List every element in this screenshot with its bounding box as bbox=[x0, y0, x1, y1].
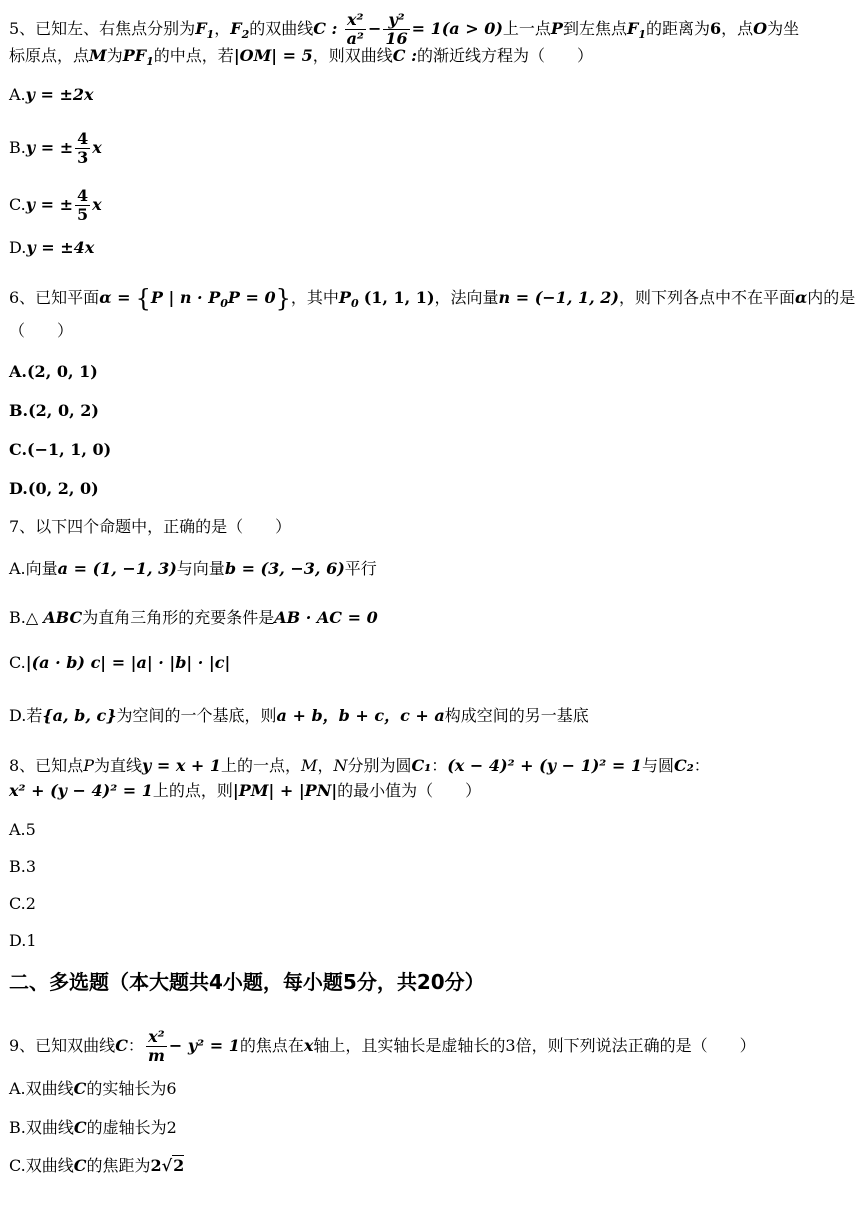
text: 8、已知点 bbox=[9, 756, 84, 775]
f2-letter: F bbox=[230, 19, 242, 38]
text: 平行 bbox=[344, 559, 377, 578]
text: 为空间的一个基底，则 bbox=[116, 706, 277, 725]
text: 为直角三角形的充要条件是 bbox=[82, 608, 275, 627]
text: A.向量 bbox=[9, 559, 58, 578]
math: |(a · b) c| = |a| · |b| · |c| bbox=[25, 653, 231, 672]
minus: − bbox=[367, 19, 382, 38]
circle-2-equation: x² + (y − 4)² = 1 bbox=[9, 781, 153, 800]
q8-option-a: A.5 bbox=[9, 820, 36, 839]
math-p: P bbox=[83, 756, 94, 775]
q9-option-a bbox=[9, 1078, 177, 1100]
math-o: O bbox=[753, 19, 768, 38]
brace-right: } bbox=[275, 284, 291, 313]
fraction bbox=[75, 130, 90, 167]
text: 5、已知左、右焦点分别为 bbox=[9, 19, 196, 38]
q8-option-c: C.2 bbox=[9, 894, 36, 913]
pf-letters: PF bbox=[122, 46, 147, 65]
opt-math: y = ±2x bbox=[25, 85, 94, 104]
text: ，点 bbox=[721, 19, 754, 38]
sqrt: √2 bbox=[161, 1156, 185, 1175]
text: B.△ bbox=[9, 608, 44, 627]
circle-1-equation: (x − 4)² + (y − 1)² = 1 bbox=[447, 756, 642, 775]
set-expr: P | n · P bbox=[150, 288, 221, 307]
opt-math: y = ±4x bbox=[26, 238, 95, 257]
p0: $P_0$ bbox=[338, 288, 359, 311]
text: 为直线 bbox=[93, 756, 142, 775]
q8-line2 bbox=[9, 780, 481, 802]
q5-line2 bbox=[9, 45, 593, 67]
text: ， bbox=[214, 19, 231, 38]
text: 的实轴长为6 bbox=[86, 1079, 177, 1098]
text: A.双曲线 bbox=[9, 1079, 74, 1098]
q6-option-c: C.(−1, 1, 0) bbox=[9, 440, 112, 459]
opt-math: y = ± bbox=[25, 195, 74, 214]
f1-letter: F bbox=[195, 19, 207, 38]
text: 内的是 bbox=[807, 288, 856, 307]
math-c1: C₁ bbox=[411, 756, 432, 775]
math-eq: = 1(a > 0) bbox=[411, 19, 503, 38]
frac-num: y² bbox=[383, 11, 409, 30]
q8-line1 bbox=[9, 755, 710, 777]
q6-line2: （ ） bbox=[9, 321, 74, 340]
q6-option-b: B.(2, 0, 2) bbox=[9, 401, 99, 420]
math: b = (3, −3, 6) bbox=[224, 559, 345, 578]
math: a = (1, −1, 3) bbox=[57, 559, 177, 578]
f1b: $F_1$ bbox=[626, 19, 646, 42]
q5-line1 bbox=[9, 11, 799, 48]
text: C.双曲线 bbox=[9, 1156, 74, 1175]
q5-option-b bbox=[9, 130, 102, 167]
brace-left: { bbox=[135, 284, 151, 313]
q5-option-a bbox=[9, 84, 94, 106]
math-c2: C₂ bbox=[673, 756, 694, 775]
text: 的焦点在 bbox=[239, 1036, 304, 1055]
text: 的渐近线方程为（ ） bbox=[417, 46, 594, 65]
set-expr-b: P = 0 bbox=[227, 288, 276, 307]
fraction bbox=[75, 187, 90, 224]
opt-math: x bbox=[92, 138, 102, 157]
text: 的距离为 bbox=[645, 19, 710, 38]
frac-den: a² bbox=[346, 29, 364, 48]
text: ，法向量 bbox=[434, 288, 499, 307]
text: ： bbox=[127, 1036, 144, 1055]
q7-stem: 7、以下四个命题中，正确的是（ ） bbox=[9, 517, 292, 536]
q8-option-d: D.1 bbox=[9, 931, 37, 950]
text: 轴上，且实轴长是虚轴长的3倍，则下列说法正确的是（ ） bbox=[313, 1036, 756, 1055]
math-om: |OM| = 5 bbox=[233, 46, 313, 65]
text: D.若 bbox=[9, 706, 43, 725]
p0-coord: (1, 1, 1) bbox=[363, 288, 435, 307]
opt-label: D. bbox=[9, 238, 27, 257]
fraction bbox=[146, 1028, 167, 1065]
text: ： bbox=[431, 756, 448, 775]
opt-label: C. bbox=[9, 195, 26, 214]
text: 6、已知平面 bbox=[9, 288, 100, 307]
text: 上的点，则 bbox=[152, 781, 233, 800]
frac-num: 4 bbox=[77, 129, 89, 148]
math-c: C bbox=[73, 1156, 87, 1175]
math: a + b，b + c，c + a bbox=[276, 706, 445, 725]
fraction bbox=[345, 11, 366, 48]
q5-option-c bbox=[9, 187, 102, 224]
q5-option-d bbox=[9, 237, 94, 259]
section-title: 二、多选题（本大题共4小题，每小题5分，共20分） bbox=[9, 970, 485, 994]
q7-option-a bbox=[9, 558, 377, 580]
math: {a, b, c} bbox=[42, 706, 117, 725]
normal-vector: n = (−1, 1, 2) bbox=[498, 288, 619, 307]
text: 分别为圆 bbox=[347, 756, 412, 775]
q9-line1 bbox=[9, 1028, 756, 1065]
text: ： bbox=[693, 756, 710, 775]
text: 为坐 bbox=[767, 19, 800, 38]
text: 到左焦点 bbox=[562, 19, 627, 38]
q7-option-c bbox=[9, 652, 230, 674]
text: 标原点，点 bbox=[9, 46, 90, 65]
f2: $F_2$ bbox=[230, 19, 250, 42]
opt-math: y = ± bbox=[25, 138, 74, 157]
math-m: M bbox=[89, 46, 107, 65]
math: ABC bbox=[43, 608, 83, 627]
q7-option-b bbox=[9, 607, 378, 629]
math: 2 bbox=[150, 1156, 162, 1175]
frac-den: m bbox=[147, 1046, 165, 1065]
frac-num: x² bbox=[146, 1028, 167, 1047]
f1-letter: F bbox=[626, 19, 639, 38]
frac-den: 5 bbox=[77, 205, 89, 224]
q6-option-a: A.(2, 0, 1) bbox=[9, 362, 98, 381]
opt-label: B. bbox=[9, 138, 26, 157]
fraction bbox=[383, 11, 409, 48]
text: ，其中 bbox=[290, 288, 339, 307]
pf1: $PF_1$ bbox=[122, 46, 154, 69]
text: 与向量 bbox=[176, 559, 225, 578]
frac-den: 3 bbox=[77, 148, 89, 167]
text: C. bbox=[9, 653, 26, 672]
text: 的最小值为（ ） bbox=[337, 781, 482, 800]
math-c: C : bbox=[392, 46, 418, 65]
q8-option-b: B.3 bbox=[9, 857, 37, 876]
text: 9、已知双曲线 bbox=[9, 1036, 116, 1055]
text: ，则下列各点中不在平面 bbox=[618, 288, 795, 307]
frac-num: 4 bbox=[77, 186, 89, 205]
opt-label: A. bbox=[9, 85, 26, 104]
math-n: N bbox=[333, 756, 348, 775]
math-x: x bbox=[303, 1036, 314, 1055]
p-letter: P bbox=[338, 288, 351, 307]
q9-option-c bbox=[9, 1155, 184, 1177]
math-expr: |PM| + |PN| bbox=[232, 781, 338, 800]
text: 构成空间的另一基底 bbox=[444, 706, 589, 725]
math-line: y = x + 1 bbox=[141, 756, 222, 775]
math-p: P bbox=[550, 19, 563, 38]
sqrt-content: 2 bbox=[173, 1156, 185, 1175]
f1: $F_1$ bbox=[195, 19, 215, 42]
math-c: C : bbox=[313, 19, 338, 38]
math-six: 6 bbox=[710, 19, 722, 38]
text: ， bbox=[317, 756, 334, 775]
math-eq: − y² = 1 bbox=[168, 1036, 240, 1055]
text: 的焦距为 bbox=[86, 1156, 151, 1175]
text: 的中点，若 bbox=[153, 46, 234, 65]
frac-den: 16 bbox=[385, 29, 408, 48]
q7-option-d bbox=[9, 705, 589, 727]
text: 的双曲线 bbox=[249, 19, 314, 38]
q9-option-b bbox=[9, 1117, 177, 1139]
text: 为 bbox=[106, 46, 123, 65]
text: 上的一点， bbox=[221, 756, 302, 775]
q6-option-d: D.(0, 2, 0) bbox=[9, 479, 99, 498]
math-c: C bbox=[115, 1036, 128, 1055]
math-alpha: α bbox=[794, 288, 808, 307]
text: 与圆 bbox=[641, 756, 674, 775]
math: AB · AC = 0 bbox=[274, 608, 378, 627]
text: ，则双曲线 bbox=[312, 46, 393, 65]
text: 的虚轴长为2 bbox=[86, 1118, 177, 1137]
text: 上一点 bbox=[502, 19, 551, 38]
math-m: M bbox=[301, 756, 318, 775]
text: B.双曲线 bbox=[9, 1118, 74, 1137]
frac-num: x² bbox=[345, 11, 366, 30]
math-c: C bbox=[73, 1118, 87, 1137]
math-c: C bbox=[73, 1079, 87, 1098]
math-alpha: α = bbox=[99, 288, 131, 307]
opt-math: x bbox=[92, 195, 102, 214]
q6-line1: 6、已知平面α = {P | $n \cdot P_0P = 0$}，其中$P_0$ (1, 1, 1)，法向量n = (−1, 1, 2)，则下列各点中不在平面α内的是 bbox=[9, 284, 856, 313]
